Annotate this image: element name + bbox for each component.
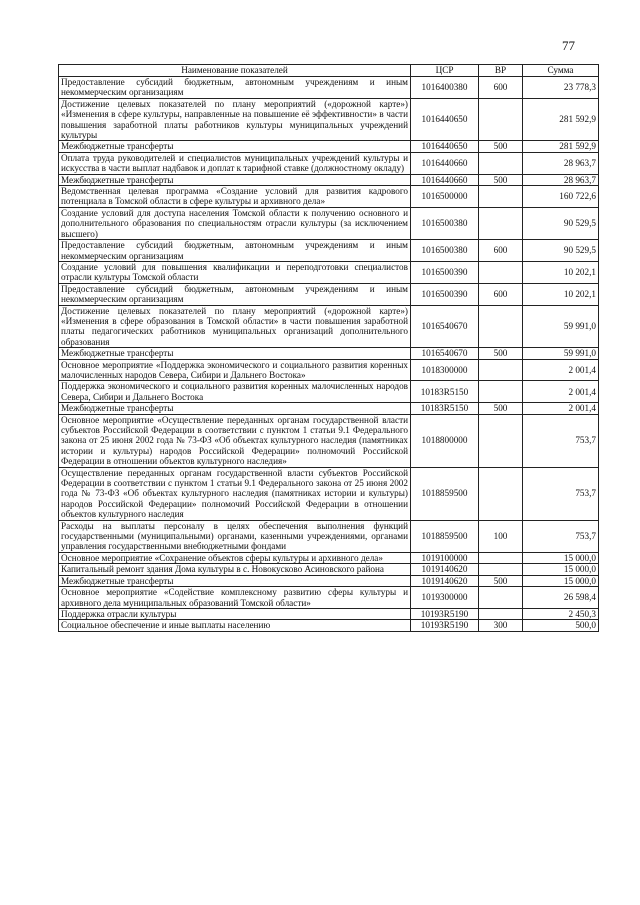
cell-vr: 500 bbox=[479, 141, 523, 152]
cell-vr: 500 bbox=[479, 174, 523, 185]
table-row bbox=[59, 261, 599, 283]
cell-sum: 281 592,9 bbox=[523, 98, 599, 141]
table-row bbox=[59, 575, 599, 586]
cell-csr: 1018859500 bbox=[411, 467, 479, 520]
cell-name: Поддержка отрасли культуры bbox=[59, 608, 411, 619]
cell-sum: 90 529,5 bbox=[523, 240, 599, 262]
table-row bbox=[59, 283, 599, 305]
table-row bbox=[59, 207, 599, 239]
cell-vr bbox=[479, 207, 523, 239]
cell-name: Предоставление субсидий бюджетным, автономным учреждениям и иным некоммерческим организациям bbox=[59, 283, 411, 305]
table-row bbox=[59, 77, 599, 99]
cell-vr: 500 bbox=[479, 575, 523, 586]
cell-vr bbox=[479, 152, 523, 174]
cell-name: Ведомственная целевая программа «Создание условий для развития кадрового потенциала в Томской области в сфере культуры и архивного дела» bbox=[59, 186, 411, 208]
cell-sum: 26 598,4 bbox=[523, 587, 599, 609]
cell-csr: 1016440660 bbox=[411, 152, 479, 174]
cell-name: Межбюджетные трансферты bbox=[59, 403, 411, 414]
cell-sum: 15 000,0 bbox=[523, 552, 599, 563]
cell-name: Основное мероприятие «Поддержка экономического и социального развития коренных малочисленных народов Севера, Сибири и Дальнего Востока» bbox=[59, 359, 411, 381]
header-sum: Сумма bbox=[523, 65, 599, 77]
cell-vr bbox=[479, 564, 523, 575]
cell-sum: 15 000,0 bbox=[523, 575, 599, 586]
cell-vr bbox=[479, 186, 523, 208]
cell-name: Межбюджетные трансферты bbox=[59, 348, 411, 359]
cell-vr bbox=[479, 587, 523, 609]
cell-name: Расходы на выплаты персоналу в целях обеспечения выполнения функций государственными (муниципальными) органами, казенными учреждениями, органами управления государственными внебюджетными фондами bbox=[59, 520, 411, 552]
cell-csr: 1016440650 bbox=[411, 141, 479, 152]
cell-sum: 10 202,1 bbox=[523, 283, 599, 305]
cell-name: Основное мероприятие «Осуществление переданных органам государственной власти субъектов Российской Федерации в соответствии с пунктом 1 статьи 9.1 Федерального закона от 25 июня 2002 года № 73-ФЗ «Об объектах культурного наследия (памятниках истории и культуры) народов Российской Федерации» полномочий Российской Федерации в отношении объектов культурного наследия» bbox=[59, 414, 411, 467]
cell-csr: 1019140620 bbox=[411, 575, 479, 586]
cell-sum: 2 001,4 bbox=[523, 359, 599, 381]
cell-vr: 300 bbox=[479, 620, 523, 631]
header-name: Наименование показателей bbox=[59, 65, 411, 77]
cell-vr bbox=[479, 608, 523, 619]
table-row bbox=[59, 152, 599, 174]
cell-sum: 28 963,7 bbox=[523, 174, 599, 185]
cell-name: Основное мероприятие «Сохранение объектов сферы культуры и архивного дела» bbox=[59, 552, 411, 563]
cell-csr: 1019100000 bbox=[411, 552, 479, 563]
cell-name: Предоставление субсидий бюджетным, автономным учреждениям и иным некоммерческим организациям bbox=[59, 240, 411, 262]
cell-vr bbox=[479, 359, 523, 381]
cell-csr: 1016500390 bbox=[411, 261, 479, 283]
table-row bbox=[59, 467, 599, 520]
cell-vr: 600 bbox=[479, 240, 523, 262]
cell-sum: 59 991,0 bbox=[523, 305, 599, 348]
cell-csr: 1016500000 bbox=[411, 186, 479, 208]
table-row bbox=[59, 348, 599, 359]
cell-csr: 1016540670 bbox=[411, 348, 479, 359]
cell-name: Основное мероприятие «Содействие комплексному развитию сферы культуры и архивного дела муниципальных образований Томской области» bbox=[59, 587, 411, 609]
cell-csr: 1016500390 bbox=[411, 283, 479, 305]
cell-sum: 753,7 bbox=[523, 520, 599, 552]
table-row bbox=[59, 552, 599, 563]
cell-vr: 500 bbox=[479, 403, 523, 414]
cell-sum: 2 001,4 bbox=[523, 381, 599, 403]
cell-sum: 90 529,5 bbox=[523, 207, 599, 239]
cell-sum: 753,7 bbox=[523, 467, 599, 520]
cell-csr: 1016440660 bbox=[411, 174, 479, 185]
table-row bbox=[59, 520, 599, 552]
header-vr: ВР bbox=[479, 65, 523, 77]
table-row bbox=[59, 141, 599, 152]
cell-csr: 1016440650 bbox=[411, 98, 479, 141]
cell-name: Достижение целевых показателей по плану мероприятий («дорожной карте») «Изменения в сфере культуры, направленные на повышение её эффективности» в части повышения заработной платы работников культуры муниципальных учреждений культуры bbox=[59, 98, 411, 141]
table-row bbox=[59, 608, 599, 619]
cell-sum: 15 000,0 bbox=[523, 564, 599, 575]
cell-sum: 23 778,3 bbox=[523, 77, 599, 99]
cell-sum: 59 991,0 bbox=[523, 348, 599, 359]
cell-name: Создание условий для повышения квалификации и переподготовки специалистов отрасли культуры Томской области bbox=[59, 261, 411, 283]
table-row bbox=[59, 174, 599, 185]
cell-name: Межбюджетные трансферты bbox=[59, 174, 411, 185]
cell-vr bbox=[479, 261, 523, 283]
cell-sum: 753,7 bbox=[523, 414, 599, 467]
cell-sum: 10 202,1 bbox=[523, 261, 599, 283]
cell-csr: 1016500380 bbox=[411, 240, 479, 262]
budget-table bbox=[58, 64, 599, 632]
cell-sum: 28 963,7 bbox=[523, 152, 599, 174]
cell-sum: 2 450,3 bbox=[523, 608, 599, 619]
table-row bbox=[59, 403, 599, 414]
table-row bbox=[59, 381, 599, 403]
cell-name: Межбюджетные трансферты bbox=[59, 141, 411, 152]
cell-name: Социальное обеспечение и иные выплаты населению bbox=[59, 620, 411, 631]
cell-csr: 10193R5190 bbox=[411, 608, 479, 619]
cell-vr bbox=[479, 381, 523, 403]
cell-name: Межбюджетные трансферты bbox=[59, 575, 411, 586]
cell-name: Поддержка экономического и социального развития коренных малочисленных народов Севера, Сибири и Дальнего Востока bbox=[59, 381, 411, 403]
cell-csr: 10183R5150 bbox=[411, 381, 479, 403]
table-row bbox=[59, 305, 599, 348]
cell-csr: 1018859500 bbox=[411, 520, 479, 552]
cell-sum: 160 722,6 bbox=[523, 186, 599, 208]
cell-csr: 1018300000 bbox=[411, 359, 479, 381]
cell-vr: 600 bbox=[479, 283, 523, 305]
cell-name: Осуществление переданных органам государственной власти субъектов Российской Федерации в соответствии с пунктом 1 статьи 9.1 Федерального закона от 25 июня 2002 года № 73-ФЗ «Об объектах культурного наследия (памятниках истории и культуры) народов Российской Федерации» полномочий Российской Федерации в отношении объектов культурного наследия bbox=[59, 467, 411, 520]
cell-vr bbox=[479, 414, 523, 467]
cell-csr: 10193R5190 bbox=[411, 620, 479, 631]
table-row bbox=[59, 240, 599, 262]
table-row bbox=[59, 359, 599, 381]
cell-vr bbox=[479, 305, 523, 348]
cell-name: Предоставление субсидий бюджетным, автономным учреждениям и иным некоммерческим организациям bbox=[59, 77, 411, 99]
cell-vr: 100 bbox=[479, 520, 523, 552]
cell-csr: 1016540670 bbox=[411, 305, 479, 348]
cell-vr bbox=[479, 467, 523, 520]
table-row bbox=[59, 564, 599, 575]
table-row bbox=[59, 186, 599, 208]
table-row bbox=[59, 620, 599, 631]
page-number: 77 bbox=[562, 38, 575, 53]
table-row bbox=[59, 414, 599, 467]
cell-csr: 1018800000 bbox=[411, 414, 479, 467]
cell-sum: 500,0 bbox=[523, 620, 599, 631]
cell-csr: 1016500380 bbox=[411, 207, 479, 239]
cell-vr: 500 bbox=[479, 348, 523, 359]
cell-name: Оплата труда руководителей и специалистов муниципальных учреждений культуры и искусства в части выплат надбавок и доплат к тарифной ставке (должностному окладу) bbox=[59, 152, 411, 174]
cell-csr: 1016400380 bbox=[411, 77, 479, 99]
table-row bbox=[59, 98, 599, 141]
cell-name: Капитальный ремонт здания Дома культуры в с. Новокусково Асиновского района bbox=[59, 564, 411, 575]
cell-vr: 600 bbox=[479, 77, 523, 99]
cell-csr: 1019300000 bbox=[411, 587, 479, 609]
table-row bbox=[59, 587, 599, 609]
cell-csr: 10183R5150 bbox=[411, 403, 479, 414]
cell-sum: 2 001,4 bbox=[523, 403, 599, 414]
table-header-row bbox=[59, 65, 599, 77]
cell-vr bbox=[479, 98, 523, 141]
cell-name: Создание условий для доступа населения Томской области к получению основного и дополнительного образования по специальностям отрасли культуры (за исключением высшего) bbox=[59, 207, 411, 239]
cell-csr: 1019140620 bbox=[411, 564, 479, 575]
cell-name: Достижение целевых показателей по плану мероприятий («дорожной карте») «Изменения в сфере образования в Томской области» в части повышения заработной платы педагогических работников муниципальных организаций дополнительного образования bbox=[59, 305, 411, 348]
cell-sum: 281 592,9 bbox=[523, 141, 599, 152]
cell-vr bbox=[479, 552, 523, 563]
header-csr: ЦСР bbox=[411, 65, 479, 77]
